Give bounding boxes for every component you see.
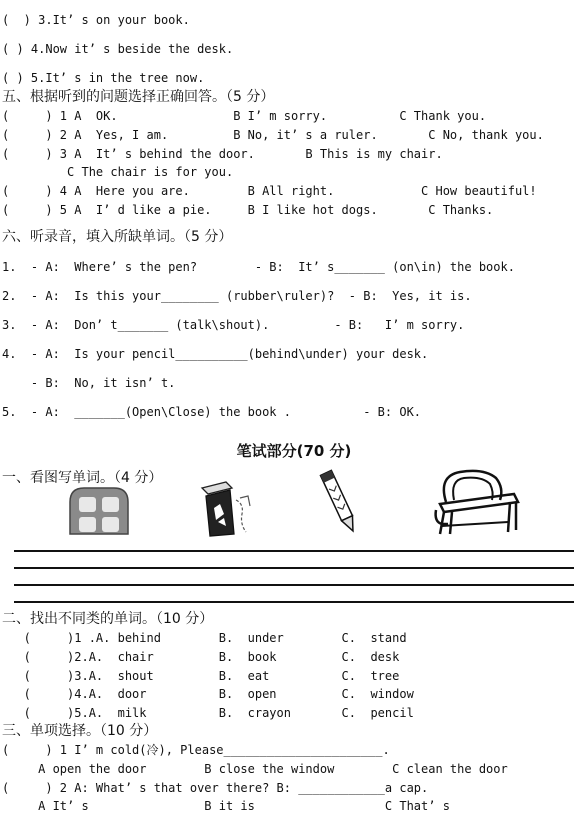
section5-question-4: ( ) 4 A Here you are. B All right. C How beautiful! <box>2 184 537 198</box>
writing-line-3[interactable] <box>14 584 574 586</box>
writing-line-1[interactable] <box>14 550 574 552</box>
pencil-picture <box>316 466 362 536</box>
section3-question-2: ( ) 2 A: What’ s that over there? B: ____________a cap. <box>2 781 429 795</box>
section5-question-1: ( ) 1 A OK. B I’ m sorry. C Thank you. <box>2 109 487 123</box>
section6-item-1: 1. - A: Where’ s the pen? - B: It’ s_______ (on\in) the book. <box>2 260 515 274</box>
section6-item-3: 3. - A: Don’ t_______ (talk\shout). - B: I’ m sorry. <box>2 318 465 332</box>
writing-line-4[interactable] <box>14 601 574 603</box>
section5-question-5: ( ) 5 A I’ d like a pie. B I like hot dogs. C Thanks. <box>2 203 494 217</box>
writing-line-2[interactable] <box>14 567 574 569</box>
section2-item-3: ( )3.A. shout B. eat C. tree <box>2 669 400 683</box>
section6-title: 六、听录音，填入所缺单词。（5 分） <box>2 229 233 245</box>
section5-question-2: ( ) 2 A Yes, I am. B No, it’ s a ruler. C No, thank you. <box>2 128 544 142</box>
section5-question-3: ( ) 3 A It’ s behind the door. B This is my chair. <box>2 147 443 161</box>
pencil-box-picture <box>198 478 260 538</box>
section2-item-5: ( )5.A. milk B. crayon C. pencil <box>2 706 414 720</box>
section2-title: 二、找出不同类的单词。（10 分） <box>2 611 214 627</box>
section6-item-5: 5. - A: _______(Open\Close) the book . - B: OK. <box>2 405 422 419</box>
section3-title: 三、单项选择。（10 分） <box>2 723 158 739</box>
section6-item-2: 2. - A: Is this your________ (rubber\ruler)? - B: Yes, it is. <box>2 289 472 303</box>
section3-question-1: ( ) 1 I’ m cold(冷), Please______________________. <box>2 743 390 757</box>
section2-item-1: ( )1 .A. behind B. under C. stand <box>2 631 407 645</box>
section5-question-3-option-c: C The chair is for you. <box>2 165 234 179</box>
section5-title: 五、根据听到的问题选择正确回答。（5 分） <box>2 89 275 105</box>
section3-question-1-options: A open the door B close the window C clean the door <box>2 762 508 776</box>
section1-title: 一、看图写单词。（4 分） <box>2 470 163 486</box>
section6-item-4-reply: - B: No, it isn’ t. <box>2 376 176 390</box>
listening-item-3: ( ) 3.It’ s on your book. <box>2 13 190 27</box>
chair-picture <box>430 466 522 536</box>
section2-item-2: ( )2.A. chair B. book C. desk <box>2 650 400 664</box>
eraser-picture <box>66 486 132 536</box>
section2-item-4: ( )4.A. door B. open C. window <box>2 687 414 701</box>
written-part-heading: 笔试部分(70 分) <box>236 442 352 460</box>
listening-item-5: ( ) 5.It’ s in the tree now. <box>2 71 205 85</box>
section3-question-2-options: A It’ s B it is C That’ s <box>2 799 450 813</box>
listening-item-4: ( ) 4.Now it’ s beside the desk. <box>2 42 234 56</box>
section6-item-4: 4. - A: Is your pencil__________(behind\under) your desk. <box>2 347 429 361</box>
